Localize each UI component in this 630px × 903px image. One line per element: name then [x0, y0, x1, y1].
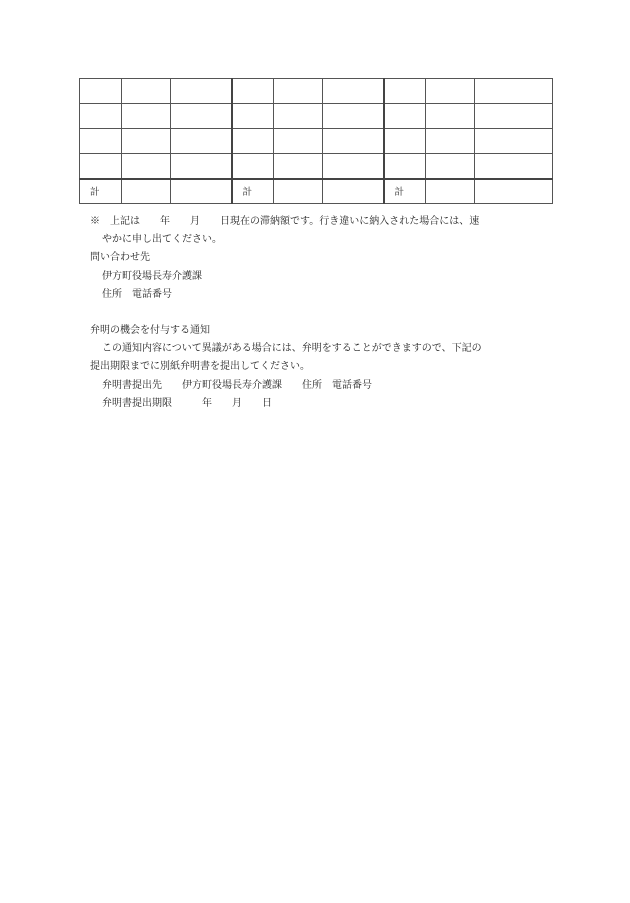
notice-line-1: ※ 上記は 年 月 日現在の滞納額です。行き違いに納入された場合には、速	[90, 216, 480, 227]
table-cell	[80, 154, 122, 179]
table-cell	[122, 179, 171, 204]
table-cell	[274, 104, 323, 129]
table-cell	[426, 104, 475, 129]
table-cell	[232, 104, 274, 129]
table-cell	[274, 154, 323, 179]
table-cell	[384, 104, 426, 129]
table-row	[80, 104, 553, 129]
table-cell	[475, 104, 553, 129]
table-cell	[122, 104, 171, 129]
table-cell	[323, 154, 384, 179]
arrears-table	[79, 78, 553, 204]
contact-address-phone: 住所 電話番号	[102, 289, 172, 300]
table-cell	[274, 179, 323, 204]
total-label-1: 計	[80, 179, 122, 204]
table-cell	[80, 104, 122, 129]
table-cell	[384, 154, 426, 179]
notice-line-2: やかに申し出てください。	[102, 234, 222, 245]
contact-heading: 問い合わせ先	[90, 252, 150, 263]
contact-dept: 伊方町役場長寿介護課	[102, 271, 202, 282]
table-cell	[274, 129, 323, 154]
table-cell	[171, 154, 232, 179]
table-cell	[274, 79, 323, 104]
table-cell	[171, 179, 232, 204]
hearing-body-line-2: 提出期限までに別紙弁明書を提出してください。	[90, 361, 310, 372]
table-cell	[475, 179, 553, 204]
table-cell	[122, 79, 171, 104]
table-cell	[426, 79, 475, 104]
table-cell	[171, 79, 232, 104]
table-cell	[475, 129, 553, 154]
total-label-2: 計	[232, 179, 274, 204]
table-cell	[232, 79, 274, 104]
total-label-3: 計	[384, 179, 426, 204]
table-cell	[426, 154, 475, 179]
table-cell	[426, 129, 475, 154]
hearing-deadline: 弁明書提出期限 年 月 日	[102, 398, 272, 409]
table-cell	[384, 129, 426, 154]
table-cell	[232, 129, 274, 154]
table-cell	[323, 179, 384, 204]
table-cell	[323, 79, 384, 104]
hearing-submit-to: 弁明書提出先 伊方町役場長寿介護課 住所 電話番号	[102, 380, 372, 391]
table-cell	[475, 154, 553, 179]
table-cell	[122, 129, 171, 154]
hearing-heading: 弁明の機会を付与する通知	[90, 325, 210, 336]
table-row	[80, 79, 553, 104]
table-cell	[323, 104, 384, 129]
table-cell	[475, 79, 553, 104]
table-cell	[171, 129, 232, 154]
table-cell	[384, 79, 426, 104]
table-row	[80, 129, 553, 154]
table-row	[80, 154, 553, 179]
table-total-row	[80, 179, 553, 204]
table-cell	[80, 129, 122, 154]
table-cell	[171, 104, 232, 129]
hearing-body-line-1: この通知内容について異議がある場合には、弁明をすることができますので、下記の	[102, 343, 482, 354]
table-cell	[80, 79, 122, 104]
table-cell	[232, 154, 274, 179]
table-cell	[426, 179, 475, 204]
table-cell	[323, 129, 384, 154]
table-cell	[122, 154, 171, 179]
arrears-table-body	[80, 79, 553, 204]
